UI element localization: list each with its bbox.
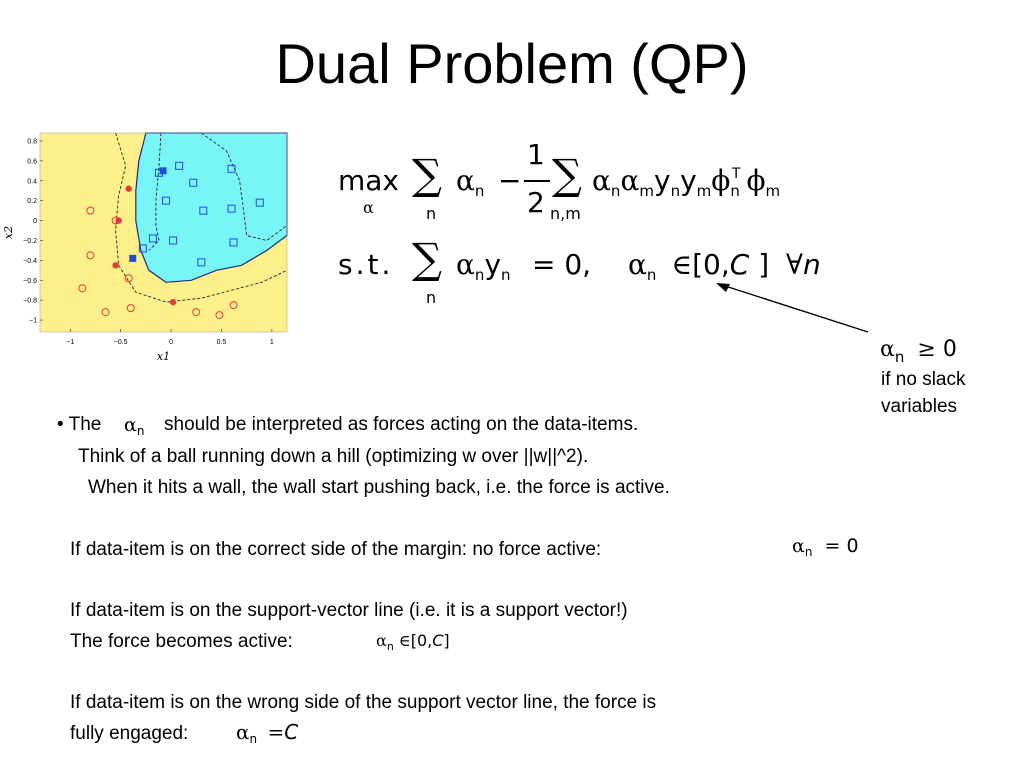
side-note-formula: $\alpha_n \ge 0$: [880, 337, 957, 366]
max-label: max: [338, 164, 400, 197]
x-tick-label: 1: [269, 339, 274, 346]
bullet-line-1: • The: [57, 414, 102, 435]
sum-symbol-1: ∑: [412, 150, 442, 199]
slide-title: Dual Problem (QP): [275, 32, 749, 95]
y-tick-label: −0.6: [23, 277, 37, 285]
sum-symbol-3: ∑: [412, 234, 442, 283]
sum-symbol-2: ∑: [552, 150, 582, 199]
y-tick-label: 0.8: [27, 138, 37, 146]
alpha-in-range: $\alpha_n$ ∈[0,C]: [376, 631, 450, 653]
x-tick-label: 0: [169, 339, 174, 346]
scatter-plot: [0, 120, 300, 365]
body-line-4: If data-item is on the correct side of the margin: no force active:: [70, 539, 602, 560]
alpha-equals-zero: $\alpha_n = 0$: [792, 535, 859, 559]
y-tick-label: 0.2: [27, 198, 37, 206]
body-line-6: The force becomes active:: [70, 631, 293, 652]
quadratic-term: $\alpha_n\alpha_my_ny_m\phi_n^T$ $\phi_m$: [592, 164, 781, 200]
sum-1-index: n: [426, 204, 437, 223]
y-tick-label: 0.6: [27, 158, 37, 166]
filled-circle-point: [126, 186, 132, 192]
bullet-line-1-rest: should be interpreted as forces acting on the data-items.: [164, 414, 639, 435]
fraction-numerator: 1: [527, 138, 545, 171]
filled-circle-point: [170, 299, 176, 305]
fraction-denominator: 2: [527, 186, 545, 219]
filled-circle-point: [115, 217, 121, 223]
alpha-n-term: $\alpha_n$: [456, 164, 485, 200]
body-line-3: When it hits a wall, the wall start pushing back, i.e. the force is active.: [88, 477, 670, 498]
constraint-sum-term: $\alpha_ny_n$: [456, 248, 511, 284]
x-tick-label: 0.5: [216, 339, 227, 346]
y-tick-label: −0.4: [23, 257, 37, 265]
equals-zero: = 0,: [532, 248, 592, 281]
max-subscript-alpha: α: [363, 198, 374, 217]
minus-sign: −: [498, 164, 522, 197]
alpha-equals-c: $\alpha_n =C$: [236, 720, 299, 746]
y-axis-label: x2: [2, 225, 15, 240]
y-tick-label: −0.2: [23, 237, 37, 245]
box-constraint: $\alpha_n$ ∈[0,C ] ∀n: [628, 248, 821, 284]
x-tick-label: −1: [66, 339, 75, 346]
filled-circle-point: [112, 262, 118, 268]
x-tick-label: −0.5: [113, 339, 128, 346]
alpha-n-inline: $\alpha_n$: [124, 414, 145, 438]
filled-square-point: [159, 167, 166, 174]
decision-regions: [40, 133, 287, 332]
body-line-7: If data-item is on the wrong side of the support vector line, the force is: [70, 692, 657, 713]
sum-2-index: n,m: [550, 204, 581, 223]
x-axis-label: x1: [156, 350, 171, 363]
body-line-8: fully engaged:: [70, 723, 189, 744]
body-line-5: If data-item is on the support-vector line (i.e. it is a support vector!): [70, 600, 628, 621]
annotation-arrow: [700, 270, 880, 340]
filled-square-point: [129, 255, 136, 262]
body-line-2: Think of a ball running down a hill (optimizing w over ||w||^2).: [78, 446, 589, 467]
side-note-line-1: if no slack: [881, 369, 966, 390]
y-tick-label: −1: [29, 317, 37, 325]
y-tick-label: −0.8: [23, 297, 37, 305]
y-tick-label: 0: [33, 218, 37, 226]
side-note-line-2: variables: [881, 396, 958, 417]
sum-3-index: n: [426, 288, 437, 307]
subject-to-label: s.t.: [338, 248, 394, 281]
y-tick-label: 0.4: [27, 178, 37, 186]
fraction-bar: [524, 180, 550, 182]
